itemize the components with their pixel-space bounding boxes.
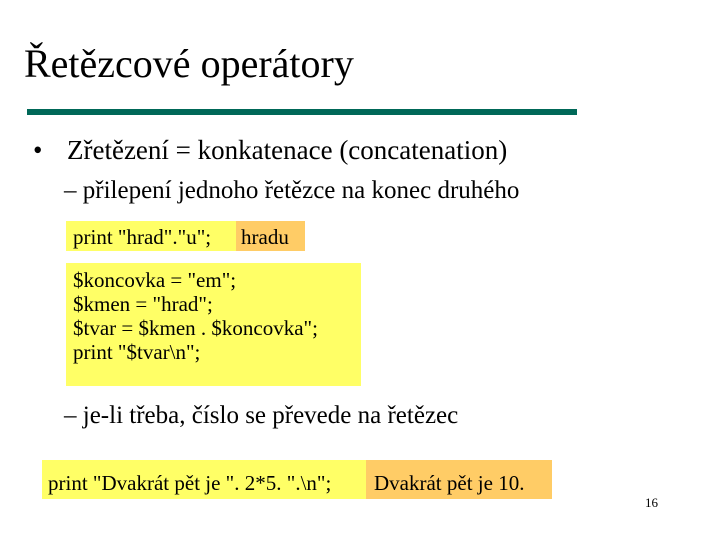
bullet-text: Zřetězení = konkatenace (concatenation) — [67, 135, 508, 165]
sub-bullet-append: – přilepení jednoho řetězce na konec druhého — [64, 177, 520, 204]
code-line: $koncovka = "em"; — [73, 268, 237, 292]
bullet-concatenation — [33, 137, 507, 164]
code-line: $tvar = $kmen . $koncovka"; — [73, 316, 318, 340]
code-example-1: print "hrad"."u"; — [66, 221, 236, 251]
sub-bullet-number-conversion: – je-li třeba, číslo se převede na řetězec — [64, 402, 459, 429]
code-example-2 — [66, 263, 361, 386]
bullet-marker: • — [33, 135, 43, 165]
code-line: $kmen = "hrad"; — [73, 292, 213, 316]
title-underline — [27, 109, 577, 115]
code-line: print "$tvar\n"; — [73, 340, 201, 364]
code-example-3: print "Dvakrát pět je ". 2*5. ".\n"; — [42, 460, 368, 499]
result-example-3: Dvakrát pět je 10. — [366, 460, 552, 499]
slide-title: Řetězcové operátory — [24, 41, 354, 86]
result-example-1: hradu — [236, 221, 305, 251]
page-number: 16 — [645, 495, 658, 510]
